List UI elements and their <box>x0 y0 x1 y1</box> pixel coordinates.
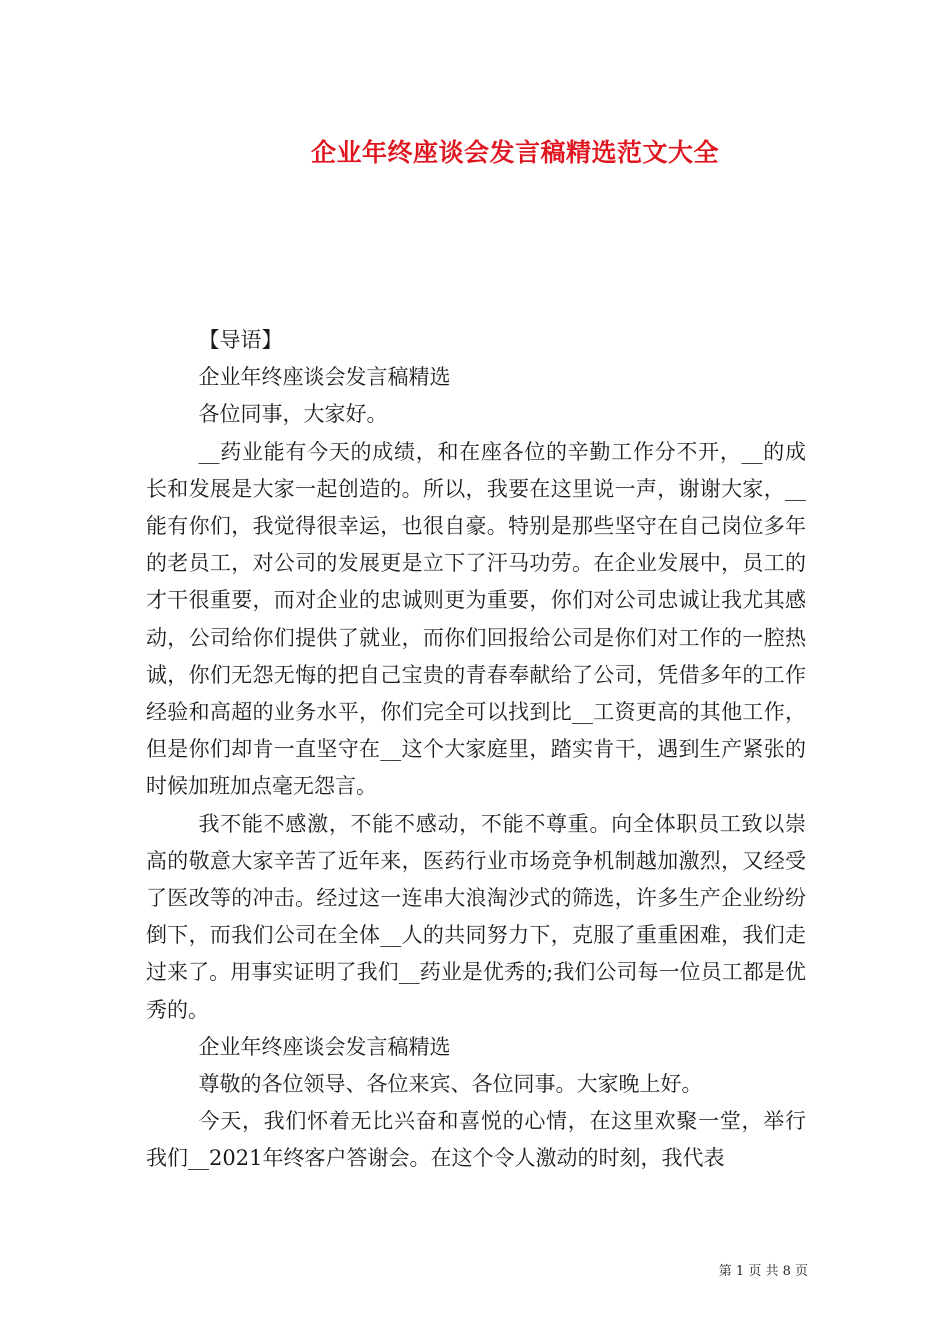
paragraph-body-3: 今天，我们怀着无比兴奋和喜悦的心情，在这里欢聚一堂，举行我们__2021年终客户答谢会。在这个令人激动的时刻，我代表 <box>146 1109 806 1171</box>
paragraph-greeting-2: 尊敬的各位领导、各位来宾、各位同事。大家晚上好。 <box>198 1072 703 1097</box>
paragraph-body-2: 我不能不感激，不能不感动，不能不尊重。向全体职员工致以崇高的敬意大家辛苦了近年来，医药行业市场竞争机制越加激烈，又经受了医改等的冲击。经过这一连串大浪淘沙式的筛选，许多生产企业纷纷倒下，而我们公司在全体__人的共同努力下，克服了重重困难，我们走过来了。用事实证明了我们__药业是优秀的;我们公司每一位员工都是优秀的。 <box>146 811 806 1022</box>
paragraph-subtitle-2: 企业年终座谈会发言稿精选 <box>198 1034 451 1059</box>
paragraph-intro-label: 【导语】 <box>198 328 283 352</box>
document-body <box>146 322 806 1178</box>
page-footer: 第 1 页 共 8 页 <box>718 1264 808 1279</box>
document-title: 企业年终座谈会发言稿精选范文大全 <box>310 138 719 167</box>
paragraph-subtitle-1: 企业年终座谈会发言稿精选 <box>198 365 451 390</box>
paragraph-body-1: __药业能有今天的成绩，和在座各位的辛勤工作分不开，__的成长和发展是大家一起创造的。所以，我要在这里说一声，谢谢大家，__能有你们，我觉得很幸运，也很自豪。特别是那些坚守在自己岗位多年的老员工，对公司的发展更是立下了汗马功劳。在企业发展中，员工的才干很重要，而对企业的忠诚则更为重要，你们对公司忠诚让我尤其感动，公司给你们提供了就业，而你们回报给公司是你们对工作的一腔热诚，你们无怨无悔的把自己宝贵的青春奉献给了公司，凭借多年的工作经验和高超的业务水平，你们完全可以找到比__工资更高的其他工作，但是你们却肯一直坚守在__这个大家庭里，踏实肯干，遇到生产紧张的时候加班加点毫无怨言。 <box>146 439 806 799</box>
paragraph-greeting-1: 各位同事，大家好。 <box>198 402 388 427</box>
